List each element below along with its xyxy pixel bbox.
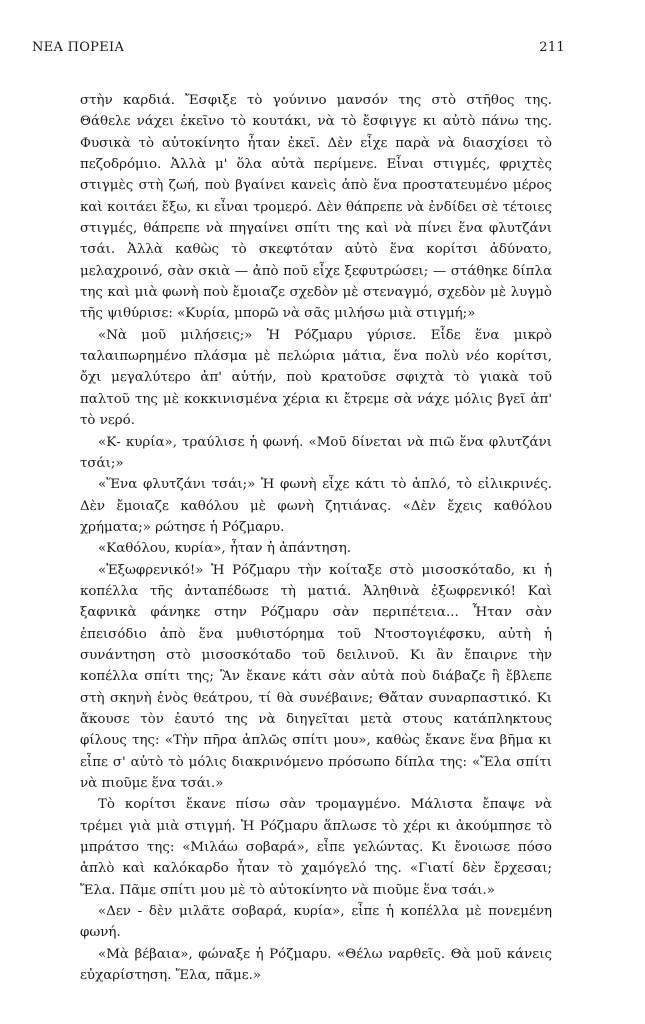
paragraph: «Νὰ μοῦ μιλήσεις;» Ἡ Ρόζμαρυ γύρισε. Εἶδε ἕνα μικρὸ ταλαιπωρημένο πλάσμα μὲ πελώρια μάτια, ἕνα πολὺ νέο κορίτσι, ὄχι μεγαλύτερο ἀπ' αὐτήν, ποὺ κρατοῦσε σφιχτὰ τὸ γιακὰ τοῦ παλτοῦ της μὲ κοκκινισμένα χέρια κι ἔτρεμε σὰ νάχε μόλις βγεῖ ἀπ' τὸ νερό.	[80, 327, 552, 429]
paragraph: «Ἕνα φλυτζάνι τσάι;» Ἡ φωνὴ εἶχε κάτι τὸ ἁπλό, τὸ εἰλικρινές. Δὲν ἔμοιαζε καθόλου μὲ φωνὴ ζητιάνας. «Δὲν ἔχεις καθόλου χρήματα;» ρώτησε ἡ Ρόζμαρυ.	[80, 477, 552, 535]
paragraph: Τὸ κορίτσι ἔκανε πίσω σὰν τρομαγμένο. Μάλιστα ἔπαψε νὰ τρέμει γιὰ μιὰ στιγμή. Ἡ Ρόζμαρυ ἅπλωσε τὸ χέρι κι ἀκούμπησε τὸ μπράτσο της: «Μιλάω σοβαρά», εἶπε γελώντας. Κι ἔνοιωσε πόσο ἁπλὸ καὶ καλόκαρδο ἦταν τὸ χαμόγελό της. «Γιατί δὲν ἔρχεσαι; Ἔλα. Πᾶμε σπίτι μου μὲ τὸ αὐτοκίνητο νὰ πιοῦμε ἕνα τσάι.»	[80, 797, 552, 898]
paragraph: στὴν καρδιά. Ἔσφιξε τὸ γούνινο μανσόν της στὸ στῆθος της. Θάθελε νάχει ἐκεῖνο τὸ κουτάκι, νὰ τὸ ἔσφιγγε κι αὐτὸ πάνω της. Φυσικὰ τὸ αὐτοκίνητο ἦταν ἐκεῖ. Δὲν εἶχε παρὰ νὰ διασχίσει τὸ πεζοδρόμιο. Ἀλλὰ μ' ὅλα αὐτὰ περίμενε. Εἶναι στιγμές, φριχτὲς στιγμὲς στὴ ζωή, ποὺ βγαίνει κανεὶς ἀπὸ ἕνα προστατευμένο μέρος καὶ κοιτάει ἔξω, κι εἶναι τρομερό. Δὲν θάπρεπε νὰ ἐνδίδει σὲ τέτοιες στιγμές, θάπρεπε νὰ πηγαίνει σπίτι της καὶ νὰ πίνει ἕνα φλυτζάνι τσάι. Ἀλλὰ καθὼς τὸ σκεφτόταν αὐτὸ ἕνα κορίτσι ἀδύνατο, μελαχροινό, σὰν σκιὰ — ἀπὸ ποῦ εἶχε ξεφυτρώσει; — στάθηκε δίπλα της καὶ μιὰ φωνὴ ποὺ ἔμοιαζε σχεδὸν μὲ στεναγμό, σχεδὸν μὲ λυγμὸ τῆς ψιθύρισε: «Κυρία, μπορῶ νὰ σᾶς μιλήσω μιὰ στιγμή;»	[80, 93, 552, 322]
running-header	[32, 40, 565, 55]
paragraph: «Κ- κυρία», τραύλισε ἡ φωνή. «Μοῦ δίνεται νὰ πιῶ ἕνα φλυτζάνι τσάι;»	[80, 434, 552, 471]
paragraph: «Ἐξωφρενικό!» Ἡ Ρόζμαρυ τὴν κοίταξε στὸ μισοσκόταδο, κι ἡ κοπέλλα τῆς ἀνταπέδωσε τὴ ματιά. Ἀληθινὰ ἐξωφρενικό! Καὶ ξαφνικὰ φάνηκε στην Ρόζμαρυ σὰν περιπέτεια... Ἦταν σὰν ἐπεισόδιο ἀπὸ ἕνα μυθιστόρημα τοῦ Ντοστογιέφσκυ, αὐτὴ ἡ συνάντηση στὸ μισοσκόταδο τοῦ δειλινοῦ. Κι ἂν ἔπαιρνε τὴν κοπέλλα σπίτι της; Ἂν ἔκανε κάτι σὰν αὐτὰ ποὺ διάβαζε ἢ ἔβλεπε στὴ σκηνὴ ἑνὸς θεάτρου, τί θὰ συνέβαινε; Θἄταν συναρπαστικό. Κι ἄκουσε τὸν ἑαυτό της νὰ διηγεῖται μετὰ στους κατάπληκτους φίλους της: «Τὴν πῆρα ἁπλῶς σπίτι μου», καθὼς ἔκανε ἕνα βῆμα κι εἶπε σ' αὐτὸ τὸ μόλις διακρινόμενο πρόσωπο δίπλα της: «Ἔλα σπίτι νὰ πιοῦμε ἕνα τσάι.»	[80, 562, 552, 791]
paragraph: «Καθόλου, κυρία», ἦταν ἡ ἀπάντηση.	[98, 541, 351, 557]
paragraph: «Μὰ βέβαια», φώναξε ἡ Ρόζμαρυ. «Θέλω ναρθεῖς. Θὰ μοῦ κάνεις εὐχαρίστηση. Ἔλα, πᾶμε.»	[80, 946, 552, 984]
running-title: ΝΕΑ ΠΟΡΕΙΑ	[32, 40, 125, 55]
page-number: 211	[539, 40, 565, 55]
paragraph: «Δεν - δὲν μιλᾶτε σοβαρά, κυρία», εἶπε ἡ κοπέλλα μὲ πονεμένη φωνή.	[80, 904, 552, 941]
body-text	[80, 90, 552, 986]
